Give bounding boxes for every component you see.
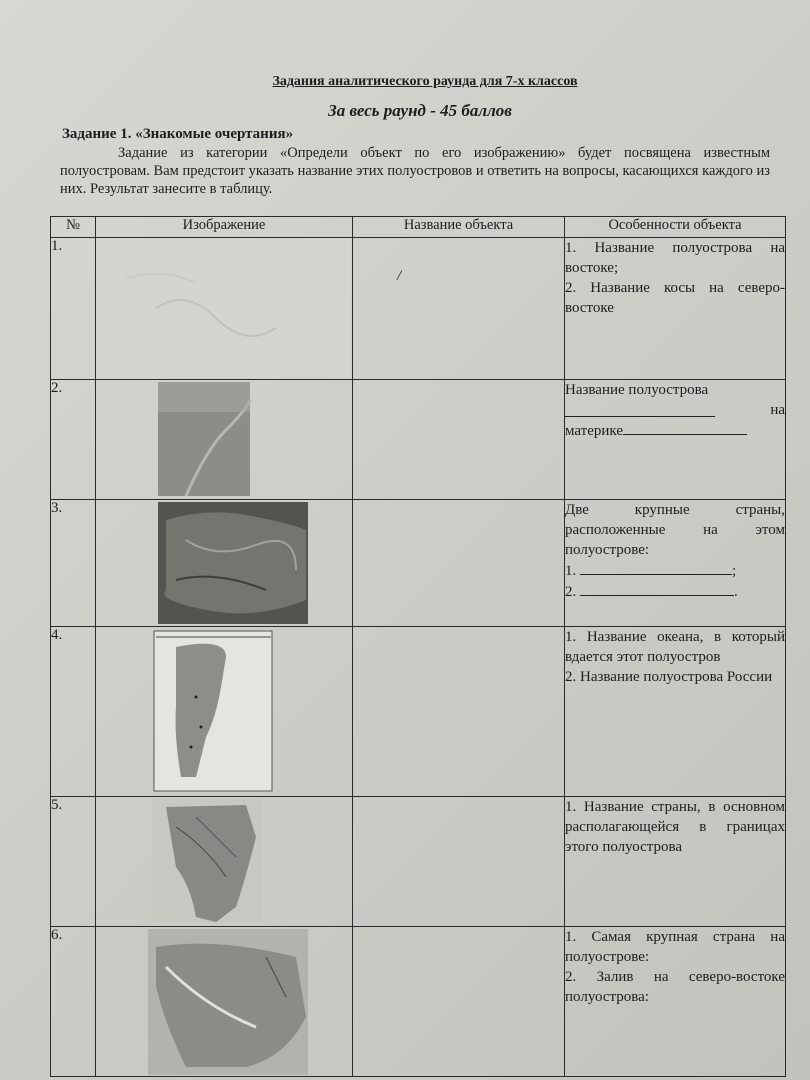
feature-line: 1. Название полуострова на востоке; xyxy=(565,240,785,276)
task-intro: Задание из категории «Определи объект по его изображению» будет посвящена известным полуостровам. Вам предстоит указать название этих полуостровов и ответить на вопросы, касающихся каждого из них. Результат занесите в таблицу. xyxy=(60,145,770,197)
row-image-cell xyxy=(96,380,353,500)
feature-line: 2. Залив на северо-востоке полуострова: xyxy=(565,969,785,1005)
relief-map-image xyxy=(96,500,351,625)
row-image-cell xyxy=(96,238,353,380)
political-map-image xyxy=(96,797,351,925)
row-features xyxy=(565,238,786,380)
document-title: Задания аналитического раунда для 7-х классов xyxy=(272,74,578,89)
feature-line: на xyxy=(770,402,785,418)
feature-line: 2. Название косы на северо-востоке xyxy=(565,280,785,316)
row-features xyxy=(565,927,786,1077)
peninsula-map-image xyxy=(96,627,351,795)
task-heading: Задание 1. «Знакомые очертания» xyxy=(62,126,294,142)
answer-blank[interactable] xyxy=(580,560,732,575)
feature-line: 2. xyxy=(565,584,577,600)
row-answer-cell[interactable] xyxy=(353,500,565,627)
row-answer-cell[interactable] xyxy=(353,797,565,927)
peninsula-table xyxy=(50,216,786,1077)
column-header-name: Название объекта xyxy=(353,217,565,238)
row-features xyxy=(565,797,786,927)
answer-blank[interactable] xyxy=(565,402,715,417)
table-row xyxy=(51,500,786,627)
row-image-cell xyxy=(96,927,353,1077)
feature-line: 2. Название полуострова России xyxy=(565,669,773,685)
row-number: 3. xyxy=(51,500,96,627)
faded-map-image xyxy=(96,238,351,378)
row-number: 6. xyxy=(51,927,96,1077)
feature-line: 1. Название океана, в который вдается этот полуостров xyxy=(565,629,785,665)
table-row xyxy=(51,627,786,797)
column-header-number: № xyxy=(51,217,96,238)
row-features xyxy=(565,380,786,500)
row-features xyxy=(565,500,786,627)
table-header-row xyxy=(51,217,786,238)
feature-line: Название полуострова xyxy=(565,382,709,398)
row-answer-cell[interactable] xyxy=(353,627,565,797)
pen-mark: / xyxy=(397,268,402,284)
feature-line: 1. Самая крупная страна на полуострове: xyxy=(565,929,785,965)
table-row xyxy=(51,927,786,1077)
row-number: 4. xyxy=(51,627,96,797)
column-header-image: Изображение xyxy=(96,217,353,238)
feature-line: Две крупные страны, расположенные на этом полуострове: xyxy=(565,502,785,558)
row-image-cell xyxy=(96,797,353,927)
feature-line: . xyxy=(734,584,738,600)
feature-line: ; xyxy=(732,563,737,579)
region-map-image xyxy=(96,927,351,1075)
feature-line: материке xyxy=(565,423,623,439)
row-number: 5. xyxy=(51,797,96,927)
answer-blank[interactable] xyxy=(623,420,747,435)
feature-line: 1. xyxy=(565,563,577,579)
row-answer-cell[interactable] xyxy=(353,927,565,1077)
row-features xyxy=(565,627,786,797)
table-row xyxy=(51,238,786,380)
row-image-cell xyxy=(96,500,353,627)
row-answer-cell[interactable] xyxy=(353,238,565,380)
column-header-features: Особенности объекта xyxy=(565,217,786,238)
row-number: 2. xyxy=(51,380,96,500)
table-row xyxy=(51,797,786,927)
table-row xyxy=(51,380,786,500)
satellite-image xyxy=(96,380,351,498)
document-subtitle: За весь раунд - 45 баллов xyxy=(328,101,512,120)
row-answer-cell[interactable] xyxy=(353,380,565,500)
row-number: 1. xyxy=(51,238,96,380)
row-image-cell xyxy=(96,627,353,797)
answer-blank[interactable] xyxy=(580,581,734,596)
feature-line: 1. Название страны, в основном располагающейся в границах этого полуострова xyxy=(565,799,785,855)
